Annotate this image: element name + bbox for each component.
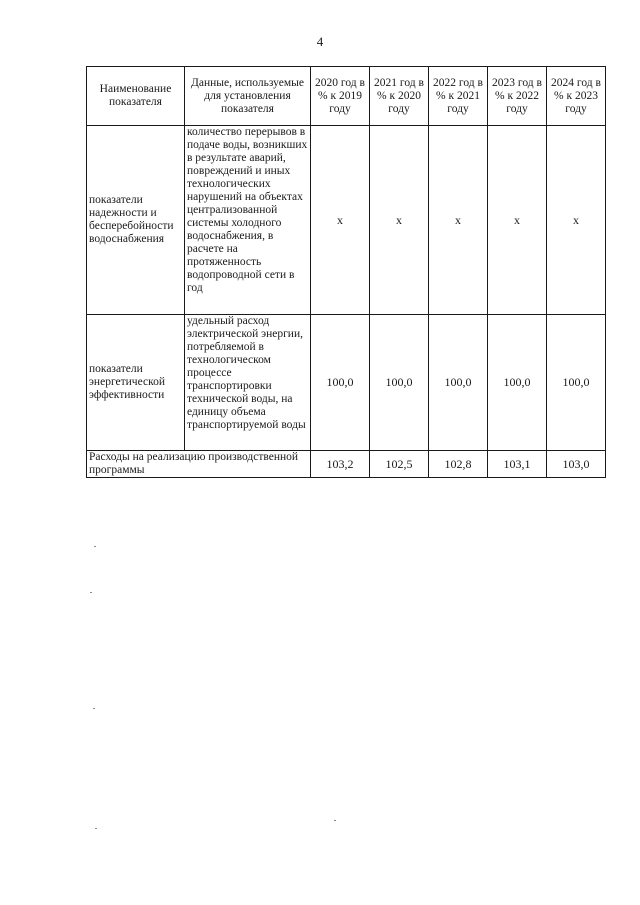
table-row-reliability: [87, 126, 606, 315]
header-year-2023: 2023 год в % к 2022 году: [488, 67, 547, 126]
header-source-data: Данные, используемые для установления показателя: [185, 67, 311, 126]
row-value-2021: 102,5: [370, 451, 429, 478]
row-value-2020: 103,2: [311, 451, 370, 478]
header-indicator-name: Наименование показателя: [87, 67, 185, 126]
scan-speck: [93, 708, 95, 709]
scan-speck: [334, 820, 336, 821]
row-value-2022: 102,8: [429, 451, 488, 478]
row-source-data: удельный расход электрической энергии, потребляемой в технологическом процессе транспортировки технической воды, на единицу объема транспортируемой воды: [185, 315, 311, 451]
header-year-2020: 2020 год в % к 2019 году: [311, 67, 370, 126]
row-value-2023: 103,1: [488, 451, 547, 478]
row-value-2021: x: [370, 126, 429, 315]
scan-speck: [95, 828, 97, 829]
row-value-2024: 103,0: [547, 451, 606, 478]
table-row-energy-efficiency: [87, 315, 606, 451]
scan-speck: [94, 546, 96, 547]
row-value-2020: 100,0: [311, 315, 370, 451]
header-year-2024: 2024 год в % к 2023 году: [547, 67, 606, 126]
row-value-2021: 100,0: [370, 315, 429, 451]
row-value-2024: 100,0: [547, 315, 606, 451]
row-value-2020: x: [311, 126, 370, 315]
row-source-data: количество перерывов в подаче воды, возникших в результате аварий, повреждений и иных технологических нарушений на объектах централизованной системы холодного водоснабжения, в расчете на протяженность водопроводной сети в год: [185, 126, 311, 315]
table-header-row: [87, 67, 606, 126]
table-row-expenses: [87, 451, 606, 478]
row-value-2022: 100,0: [429, 315, 488, 451]
row-indicator-name: показатели надежности и бесперебойности водоснабжения: [87, 126, 185, 315]
scan-speck: [90, 592, 92, 593]
page-number: 4: [316, 34, 324, 49]
header-year-2021: 2021 год в % к 2020 году: [370, 67, 429, 126]
header-year-2022: 2022 год в % к 2021 году: [429, 67, 488, 126]
row-indicator-name: Расходы на реализацию производственной программы: [87, 451, 311, 478]
indicators-table: [86, 66, 606, 478]
row-value-2023: x: [488, 126, 547, 315]
row-indicator-name: показатели энергетической эффективности: [87, 315, 185, 451]
row-value-2024: x: [547, 126, 606, 315]
row-value-2023: 100,0: [488, 315, 547, 451]
row-value-2022: x: [429, 126, 488, 315]
